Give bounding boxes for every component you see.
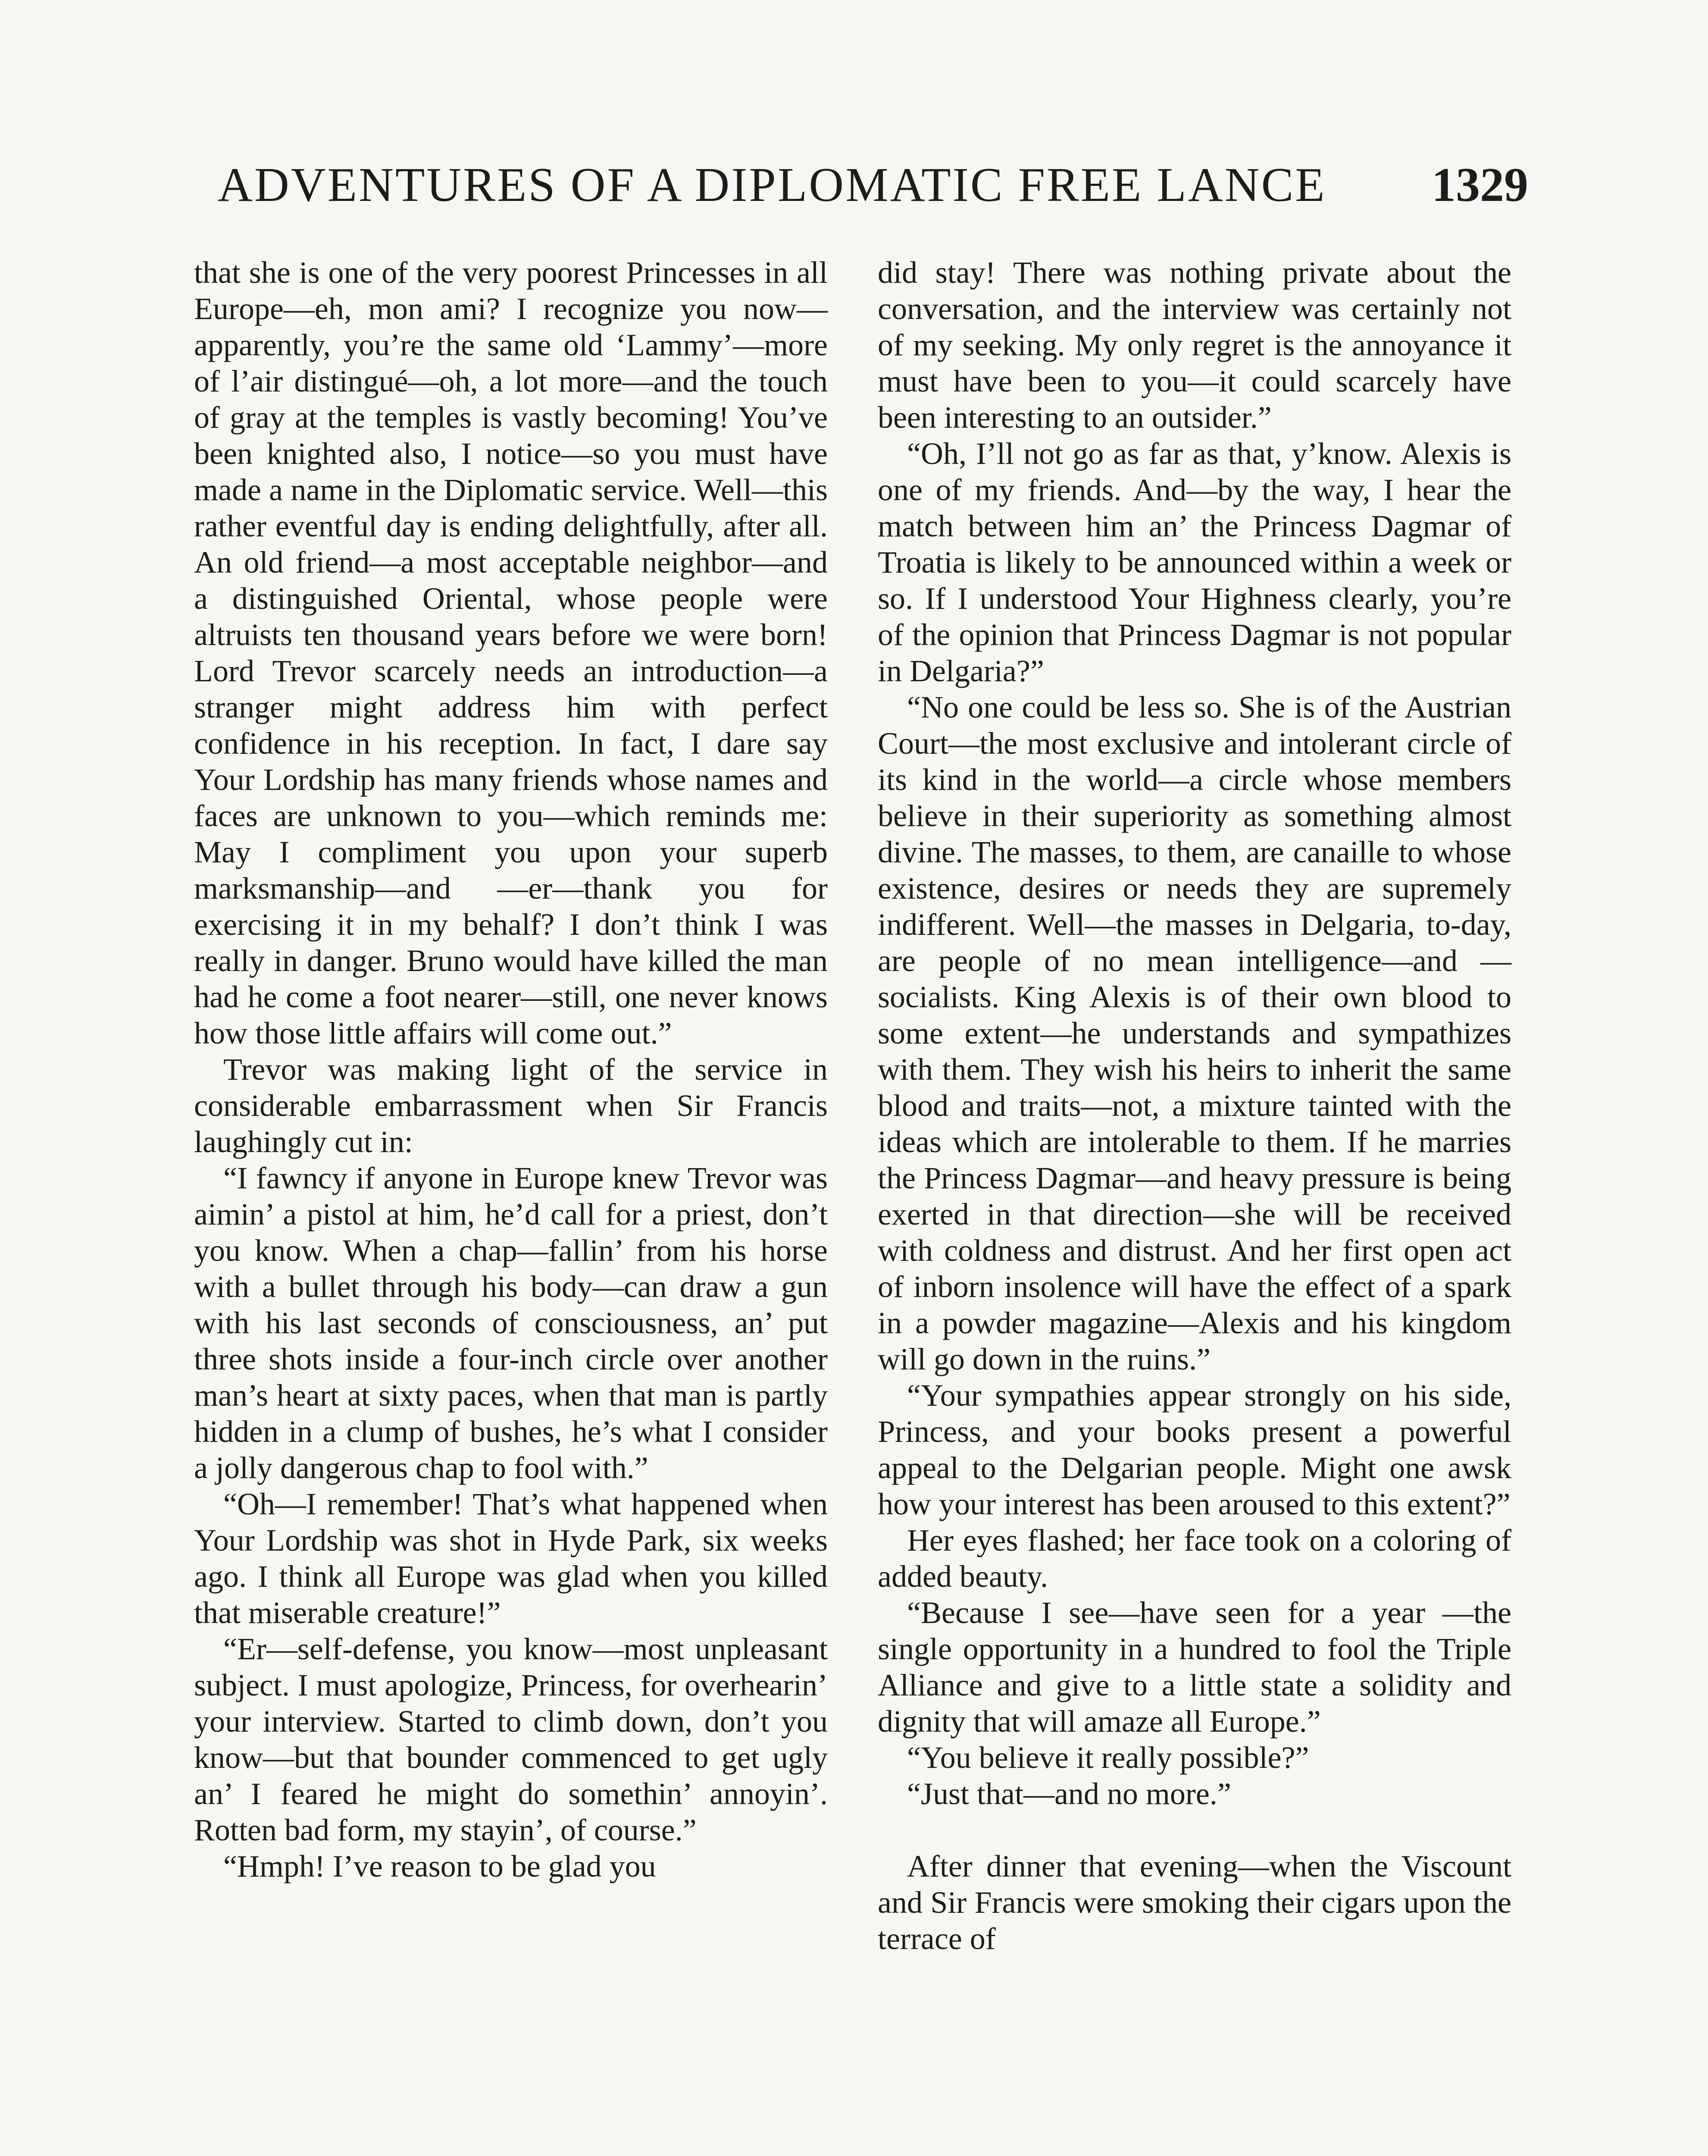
paragraph: “You believe it really possible?” <box>907 1740 1309 1775</box>
running-title: ADVENTURES OF A DIPLOMATIC FREE LANCE <box>218 158 1326 212</box>
paragraph: Trevor was making light of the service in considerable embarrassment when Sir Francis laughingly cut in: <box>194 1052 828 1159</box>
paragraph: did stay! There was nothing private about the conversation, and the interview was certainly not of my seeking. My only regret is the annoyance it must have been to you—it could scarcely have been interesting to an outsider.” <box>878 255 1511 435</box>
paragraph: “Just that—and no more.” <box>907 1777 1231 1811</box>
paragraph: “Oh—I remember! That’s what happened when Your Lordship was shot in Hyde Park, six weeks ago. I think all Europe was glad when you killed that miserable creature!” <box>194 1487 828 1630</box>
paragraph: “I fawncy if anyone in Europe knew Trevor was aimin’ a pistol at him, he’d call for a priest, don’t you know. When a chap—fallin’ from his horse with a bullet through his body—can draw a gun with his last seconds of consciousness, an’ put three shots inside a four-inch circle over another man’s heart at sixty paces, when that man is partly hidden in a clump of bushes, he’s what I consider a jolly dangerous chap to fool with.” <box>194 1161 828 1485</box>
paragraph: “Because I see—have seen for a year —the single opportunity in a hundred to fool the Triple Alliance and give to a little state a solidity and dignity that will amaze all Europe.” <box>878 1595 1511 1739</box>
paragraph: “Hmph! I’ve reason to be glad you <box>223 1849 656 1883</box>
page-number: 1329 <box>1432 158 1528 212</box>
page-header <box>218 157 1528 222</box>
paragraph: that she is one of the very poorest Princesses in all Europe—eh, mon ami? I recognize you now—apparently, you’re the same old ‘Lammy’—more of l’air distingué—oh, a lot more—and the touch of gray at the temples is vastly becoming! You’ve been knighted also, I notice—so you must have made a name in the Diplomatic service. Well—this rather eventful day is ending delightfully, after all. An old friend—a most acceptable neighbor—and a distinguished Oriental, whose people were altruists ten thousand years before we were born! Lord Trevor scarcely needs an introduction—a stranger might address him with perfect confidence in his reception. In fact, I dare say Your Lordship has many friends whose names and faces are unknown to you—which reminds me: May I compliment you upon your superb marksmanship—and —er—thank you for exercising it in my behalf? I don’t think I was really in danger. Bruno would have killed the man had he come a foot nearer—still, one never knows how those little affairs will come out.” <box>194 255 828 1050</box>
paragraph: After dinner that evening—when the Viscount and Sir Francis were smoking their cigars upon the terrace of <box>878 1849 1511 1956</box>
right-column <box>878 254 1511 1957</box>
paragraph: “No one could be less so. She is of the Austrian Court—the most exclusive and intolerant circle of its kind in the world—a circle whose members believe in their superiority as something almost divine. The masses, to them, are canaille to whose existence, desires or needs they are supremely indifferent. Well—the masses in Delgaria, to-day, are people of no mean intelligence—and —socialists. King Alexis is of their own blood to some extent—he understands and sympathizes with them. They wish his heirs to inherit the same blood and traits—not, a mixture tainted with the ideas which are intolerable to them. If he marries the Princess Dagmar—and heavy pressure is being exerted in that direction—she will be received with coldness and distrust. And her first open act of inborn insolence will have the effect of a spark in a powder magazine—Alexis and his kingdom will go down in the ruins.” <box>878 690 1511 1376</box>
paragraph: “Er—self-defense, you know—most unpleasant subject. I must apologize, Princess, for overhearin’ your interview. Started to climb down, don’t you know—but that bounder commenced to get ugly an’ I feared he might do somethin’ annoyin’. Rotten bad form, my stayin’, of course.” <box>194 1632 828 1847</box>
left-column <box>194 254 828 1884</box>
paragraph: Her eyes flashed; her face took on a coloring of added beauty. <box>878 1523 1511 1594</box>
paragraph: “Oh, I’ll not go as far as that, y’know. Alexis is one of my friends. And—by the way, I hear the match between him an’ the Princess Dagmar of Troatia is likely to be announced within a week or so. If I understood Your Highness clearly, you’re of the opinion that Princess Dagmar is not popular in Delgaria?” <box>878 436 1511 688</box>
paragraph: “Your sympathies appear strongly on his side, Princess, and your books present a powerful appeal to the Delgarian people. Might one awsk how your interest has been aroused to this extent?” <box>878 1378 1511 1521</box>
